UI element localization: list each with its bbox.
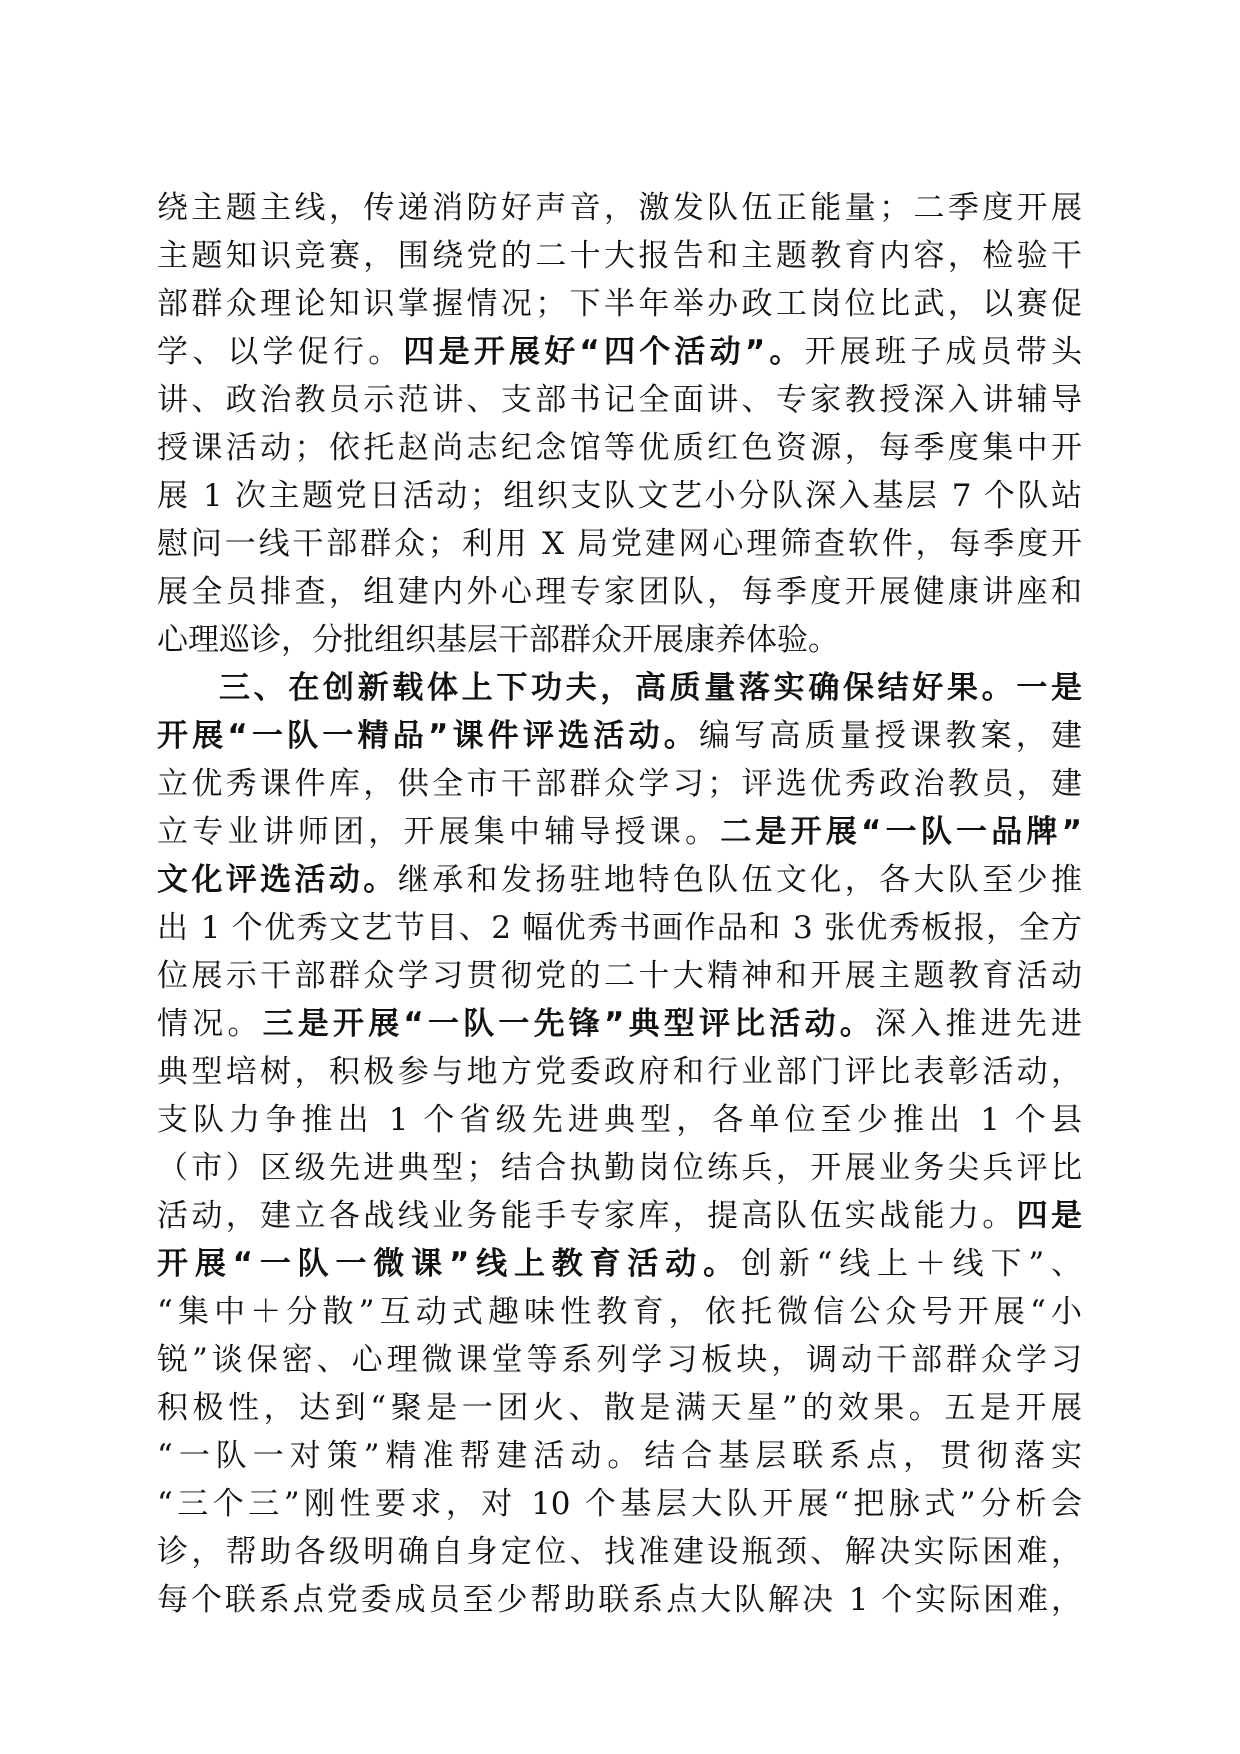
- text-line: [157, 232, 1082, 280]
- text-run: 立专业讲师团，开展集中辅导授课。: [157, 814, 721, 850]
- text-line: [157, 1576, 1082, 1624]
- text-run: 主题知识竞赛，围绕党的二十大报告和主题教育内容，检验干: [157, 238, 1082, 274]
- text-run: “三个三”刚性要求，对 10 个基层大队开展“把脉式”分析会: [157, 1486, 1082, 1522]
- text-run: 讲、政治教员示范讲、支部书记全面讲、专家教授深入讲辅导: [157, 382, 1082, 418]
- text-run: 慰问一线干部群众；利用 X 局党建网心理筛查软件，每季度开: [157, 526, 1082, 562]
- text-line: [157, 1528, 1082, 1576]
- text-run: 锐”谈保密、心理微课堂等系列学习板块，调动干部群众学习: [157, 1342, 1082, 1378]
- section-heading-line: [219, 664, 1082, 712]
- text-line: [157, 1096, 1082, 1144]
- text-line: [157, 1000, 1082, 1048]
- text-line: [157, 1432, 1082, 1480]
- text-run: 展全员排查，组建内外心理专家团队，每季度开展健康讲座和: [157, 574, 1082, 610]
- text-line: [157, 184, 1082, 232]
- bold-heading-run: 二是开展“一队一品牌”: [720, 814, 1083, 850]
- text-run: 典型培树，积极参与地方党委政府和行业部门评比表彰活动，: [157, 1054, 1082, 1090]
- text-run: 开展班子成员带头: [804, 334, 1083, 370]
- text-run: 心理巡诊，分批组织基层干部群众开展康养体验。: [157, 622, 839, 658]
- text-run: 编写高质量授课教案，建: [698, 718, 1083, 754]
- bold-heading-run: 四是开展好“四个活动”。: [403, 334, 805, 370]
- text-line: [157, 520, 1082, 568]
- text-run: 每个联系点党委成员至少帮助联系点大队解决 1 个实际困难，: [157, 1582, 1082, 1618]
- text-run: 出 1 个优秀文艺节目、2 幅优秀书画作品和 3 张优秀板报，全方: [157, 910, 1082, 946]
- text-line: [157, 712, 1082, 760]
- text-run: “集中＋分散”互动式趣味性教育，依托微信公众号开展“小: [157, 1294, 1082, 1330]
- text-run: 深入推进先进: [875, 1006, 1083, 1042]
- text-line: [157, 280, 1082, 328]
- text-line: [157, 616, 1082, 664]
- text-run: 情况。: [157, 1006, 263, 1042]
- text-line: [157, 904, 1082, 952]
- text-line: [157, 568, 1082, 616]
- bold-heading-run: 四是: [1016, 1198, 1083, 1234]
- text-line: [157, 1288, 1082, 1336]
- text-line: [157, 1240, 1082, 1288]
- text-run: 立优秀课件库，供全市干部群众学习；评选优秀政治教员，建: [157, 766, 1082, 802]
- text-run: 位展示干部群众学习贯彻党的二十大精神和开展主题教育活动: [157, 958, 1082, 994]
- text-line: [157, 1384, 1082, 1432]
- text-run: （市）区级先进典型；结合执勤岗位练兵，开展业务尖兵评比: [157, 1150, 1082, 1186]
- text-line: [157, 1336, 1082, 1384]
- text-line: [157, 760, 1082, 808]
- text-line: [157, 1048, 1082, 1096]
- text-line: [157, 808, 1082, 856]
- text-line: [157, 856, 1082, 904]
- bold-heading-run: 文化评选活动。: [157, 862, 398, 898]
- section-heading: 三、在创新载体上下功夫，高质量落实确保结好果。一是: [219, 670, 1082, 706]
- text-run: 活动，建立各战线业务能手专家库，提高队伍实战能力。: [157, 1198, 1017, 1234]
- text-run: 展 1 次主题党日活动；组织支队文艺小分队深入基层 7 个队站: [157, 478, 1082, 514]
- text-run: 支队力争推出 1 个省级先进典型，各单位至少推出 1 个县: [157, 1102, 1082, 1138]
- text-line: [157, 376, 1082, 424]
- text-run: 积极性，达到“聚是一团火、散是满天星”的效果。五是开展: [157, 1390, 1082, 1426]
- text-run: “一队一对策”精准帮建活动。结合基层联系点，贯彻落实: [157, 1438, 1082, 1474]
- text-run: 创新“线上＋线下”、: [740, 1246, 1082, 1282]
- text-line: [157, 1480, 1082, 1528]
- text-line: [157, 424, 1082, 472]
- bold-heading-run: 开展“一队一精品”课件评选活动。: [157, 718, 699, 754]
- text-run: 绕主题主线，传递消防好声音，激发队伍正能量；二季度开展: [157, 190, 1082, 226]
- text-run: 授课活动；依托赵尚志纪念馆等优质红色资源，每季度集中开: [157, 430, 1082, 466]
- text-run: 学、以学促行。: [157, 334, 404, 370]
- text-run: 部群众理论知识掌握情况；下半年举办政工岗位比武，以赛促: [157, 286, 1082, 322]
- text-line: [157, 328, 1082, 376]
- text-run: 继承和发扬驻地特色队伍文化，各大队至少推: [397, 862, 1083, 898]
- text-run: 诊，帮助各级明确自身定位、找准建设瓶颈、解决实际困难，: [157, 1534, 1082, 1570]
- text-line: [157, 472, 1082, 520]
- bold-heading-run: 三是开展“一队一先锋”典型评比活动。: [262, 1006, 875, 1042]
- text-line: [157, 1192, 1082, 1240]
- bold-heading-run: 开展“一队一微课”线上教育活动。: [157, 1246, 741, 1282]
- text-line: [157, 952, 1082, 1000]
- text-line: [157, 1144, 1082, 1192]
